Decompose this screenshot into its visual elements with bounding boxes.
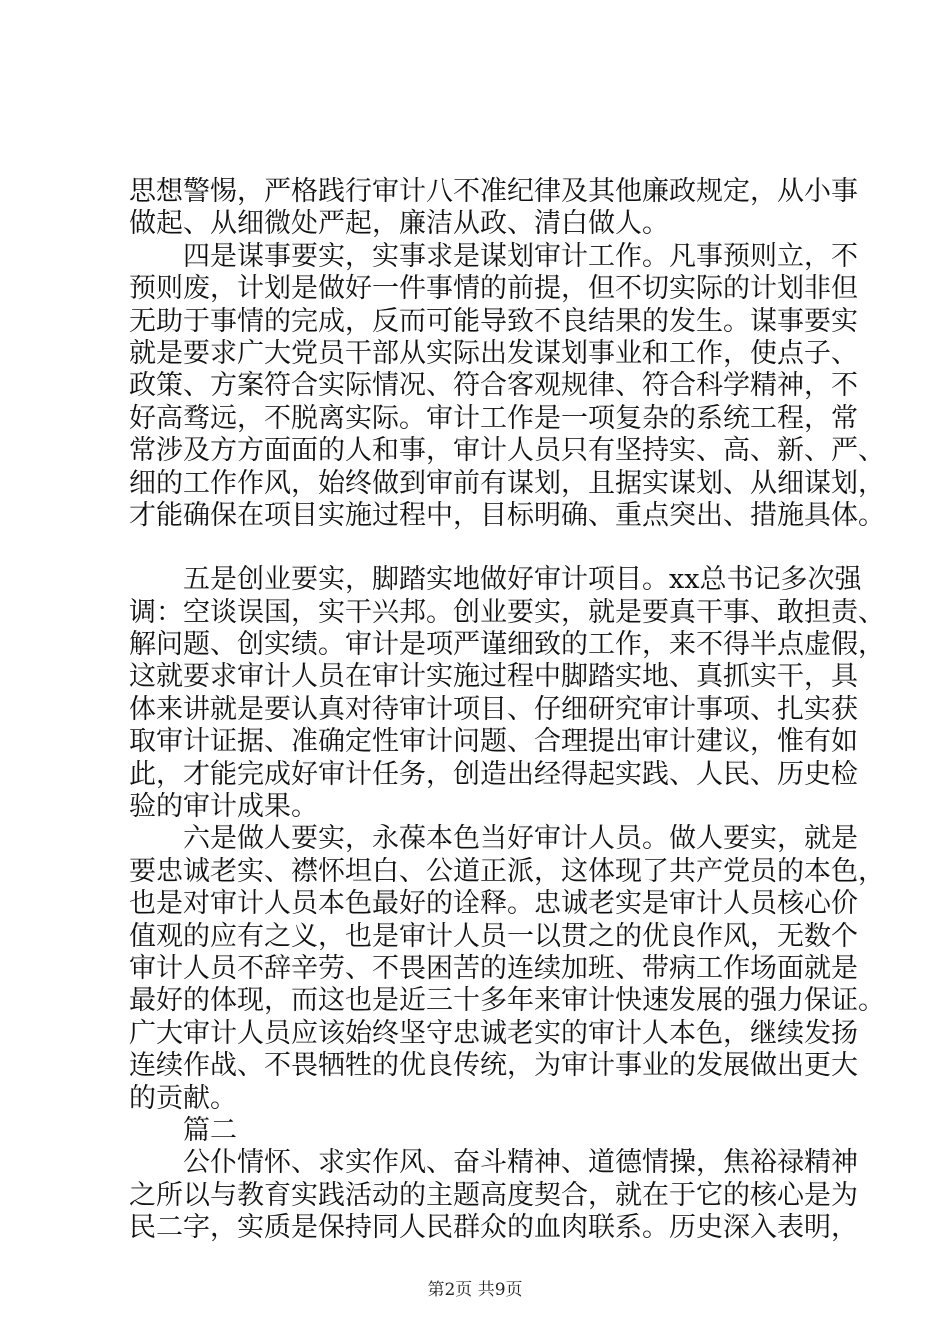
text-line: 无助于事情的完成，反而可能导致不良结果的发生。谋事要实 (129, 305, 858, 337)
text-line: 细的工作作风，始终做到审前有谋划，且据实谋划、从细谋划， (129, 467, 885, 499)
text-line: 做起、从细微处严起，廉洁从政、清白做人。 (129, 208, 669, 240)
text-line: 审计人员不辞辛劳、不畏困苦的连续加班、带病工作场面就是 (129, 952, 858, 984)
text-line: 五是创业要实，脚踏实地做好审计项目。xx总书记多次强 (183, 564, 862, 596)
text-line: 解问题、创实绩。审计是项严谨细致的工作，来不得半点虚假， (129, 629, 885, 661)
text-line: 常涉及方方面面的人和事，审计人员只有坚持实、高、新、严、 (129, 435, 885, 467)
body-text (129, 176, 885, 1245)
text-line: 思想警惕，严格践行审计八不准纪律及其他廉政规定，从小事 (129, 176, 858, 207)
text-line: 取审计证据、准确定性审计问题、合理提出审计建议，惟有如 (129, 726, 858, 758)
text-line: 值观的应有之义，也是审计人员一以贯之的优良作风，无数个 (129, 920, 858, 952)
paragraph-gap (129, 532, 829, 564)
text-line: 的贡献。 (129, 1082, 237, 1114)
text-line: 四是谋事要实，实事求是谋划审计工作。凡事预则立，不 (183, 240, 858, 272)
text-line: 政策、方案符合实际情况、符合客观规律、符合科学精神，不 (129, 370, 858, 402)
text-line: 六是做人要实，永葆本色当好审计人员。做人要实，就是 (183, 823, 858, 855)
text-line: 连续作战、不畏牺牲的优良传统，为审计事业的发展做出更大 (129, 1050, 858, 1082)
page-number-footer: 第2页 共9页 (427, 1280, 523, 1300)
text-line: 好高骛远，不脱离实际。审计工作是一项复杂的系统工程，常 (129, 402, 858, 434)
text-line: 才能确保在项目实施过程中，目标明确、重点突出、措施具体。 (129, 499, 885, 531)
text-line: 验的审计成果。 (129, 791, 318, 823)
text-line: 也是对审计人员本色最好的诠释。忠诚老实是审计人员核心价 (129, 888, 858, 920)
text-line: 最好的体现，而这也是近三十多年来审计快速发展的强力保证。 (129, 985, 885, 1017)
text-line: 体来讲就是要认真对待审计项目、仔细研究审计事项、扎实获 (129, 693, 858, 725)
text-line: 民二字，实质是保持同人民群众的血肉联系。历史深入表明， (129, 1212, 858, 1244)
text-line: 这就要求审计人员在审计实施过程中脚踏实地、真抓实干，具 (129, 661, 858, 693)
text-line: 预则废，计划是做好一件事情的前提，但不切实际的计划非但 (129, 273, 858, 305)
section-heading: 篇二 (183, 1114, 237, 1146)
text-line: 广大审计人员应该始终坚守忠诚老实的审计人本色，继续发扬 (129, 1017, 858, 1049)
text-line: 此，才能完成好审计任务，创造出经得起实践、人民、历史检 (129, 758, 858, 790)
text-line: 之所以与教育实践活动的主题高度契合，就在于它的核心是为 (129, 1179, 858, 1211)
text-line: 公仆情怀、求实作风、奋斗精神、道德情操，焦裕禄精神 (183, 1147, 858, 1179)
text-line: 就是要求广大党员干部从实际出发谋划事业和工作，使点子、 (129, 337, 858, 369)
text-line: 要忠诚老实、襟怀坦白、公道正派，这体现了共产党员的本色， (129, 855, 885, 887)
text-line: 调：空谈误国，实干兴邦。创业要实，就是要真干事、敢担责、 (129, 596, 885, 628)
